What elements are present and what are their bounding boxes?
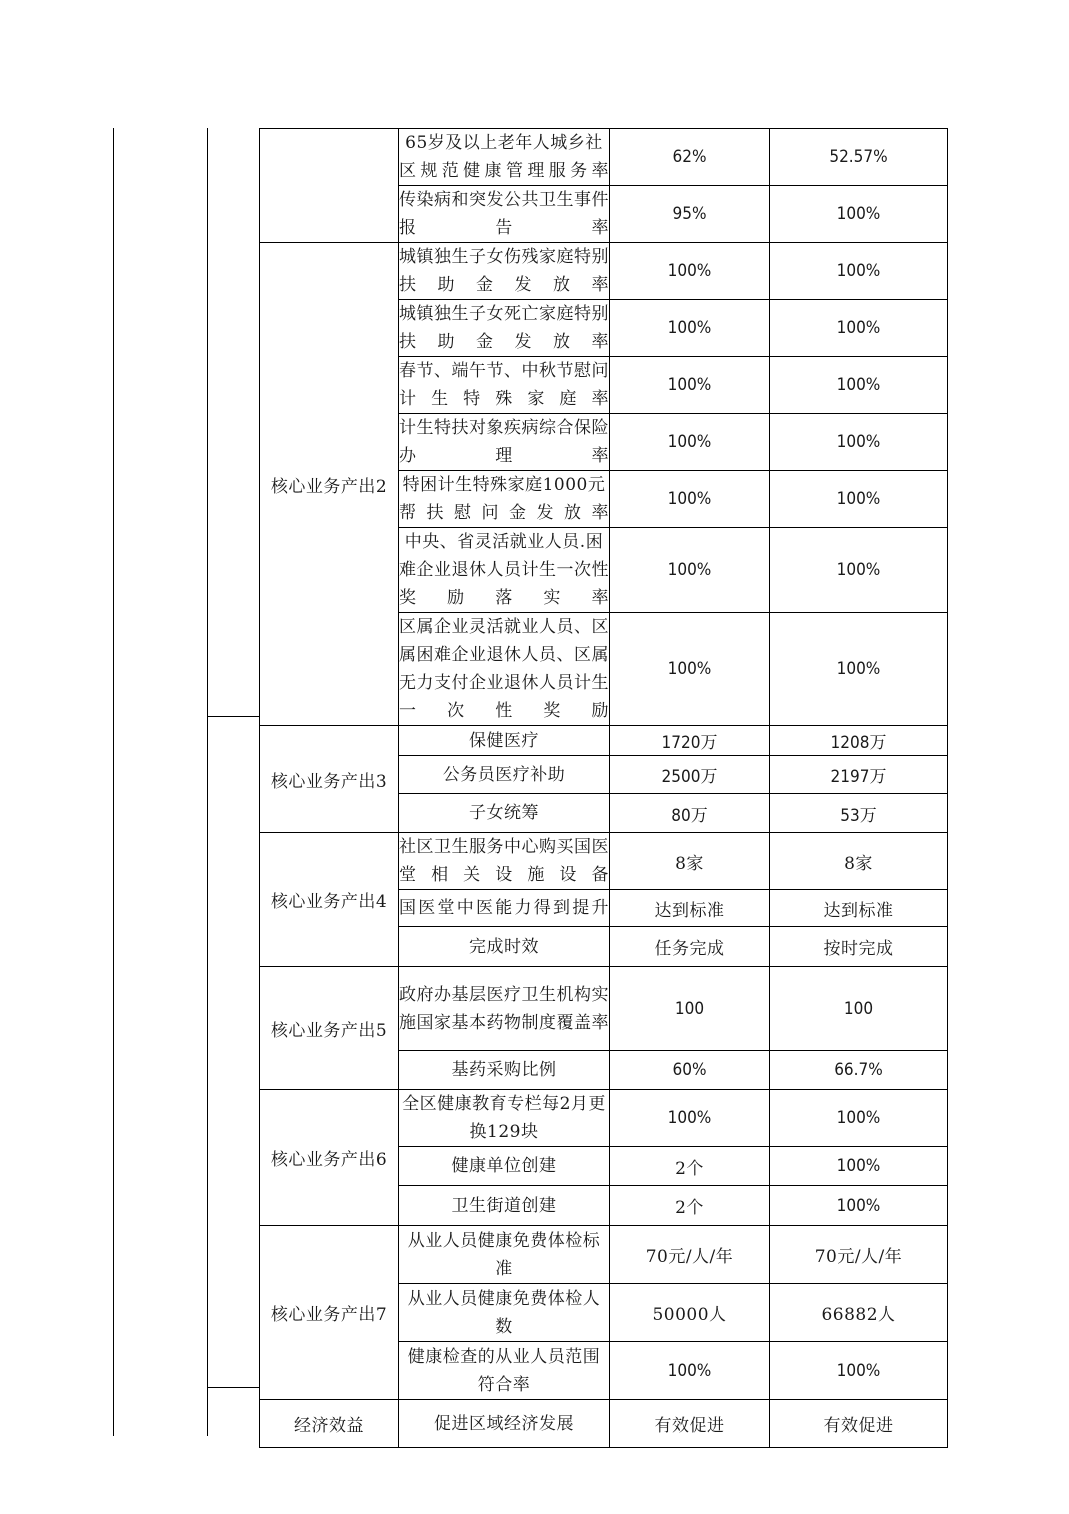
- target-cell: 100%: [610, 357, 770, 414]
- indicator-text: 基药采购比例: [451, 1060, 557, 1080]
- indicator-cell: 中央、省灵活就业人员.困难企业退休人员计生一次性奖励落实率: [399, 528, 610, 613]
- outer-left-border: [113, 128, 114, 1436]
- category-cell: 核心业务产出4: [260, 833, 399, 967]
- actual-cell: 100%: [770, 528, 948, 613]
- actual-cell: 1208万: [770, 726, 948, 756]
- indicator-cell: 特困计生特殊家庭1000元帮扶慰问金发放率: [399, 471, 610, 528]
- category-cell: 核心业务产出2: [260, 243, 399, 726]
- indicator-cell: 国医堂中医能力得到提升: [399, 890, 610, 927]
- indicator-text: 健康单位创建: [451, 1156, 557, 1176]
- level1-border: [207, 128, 208, 1436]
- level1-divider-top: [207, 716, 259, 717]
- actual-cell: 100%: [770, 1186, 948, 1226]
- target-cell: 70元/人/年: [610, 1226, 770, 1284]
- actual-cell: 70元/人/年: [770, 1226, 948, 1284]
- target-cell: 60%: [610, 1051, 770, 1090]
- indicator-cell: 政府办基层医疗卫生机构实施国家基本药物制度覆盖率: [399, 967, 610, 1051]
- indicator-cell: [399, 1284, 610, 1342]
- target-cell: 100%: [610, 1342, 770, 1400]
- target-cell: 8家: [610, 833, 770, 890]
- target-cell: 100%: [610, 613, 770, 726]
- table-row: [260, 243, 948, 300]
- category-cell: 核心业务产出3: [260, 726, 399, 833]
- indicator-cell: 区属企业灵活就业人员、区属困难企业退休人员、区属无力支付企业退休人员计生一次性奖励: [399, 613, 610, 726]
- indicator-text: 全区健康教育专栏每2月更换129块: [402, 1094, 606, 1142]
- table-row: [260, 726, 948, 756]
- actual-cell: 66882人: [770, 1284, 948, 1342]
- target-cell: 100%: [610, 471, 770, 528]
- table-row: [260, 1400, 948, 1448]
- actual-cell: 52.57%: [770, 129, 948, 186]
- indicator-text: 从业人员健康免费体检标准: [407, 1230, 601, 1279]
- actual-cell: 100%: [770, 1090, 948, 1147]
- actual-cell: 8家: [770, 833, 948, 890]
- actual-cell: 100%: [770, 613, 948, 726]
- target-cell: 有效促进: [610, 1400, 770, 1448]
- indicator-cell: 春节、端午节、中秋节慰问计生特殊家庭率: [399, 357, 610, 414]
- indicator-cell: 传染病和突发公共卫生事件报告率: [399, 186, 610, 243]
- actual-cell: 100%: [770, 414, 948, 471]
- actual-cell: 按时完成: [770, 927, 948, 967]
- target-cell: 80万: [610, 794, 770, 833]
- indicator-cell: [399, 794, 610, 833]
- indicator-cell: 城镇独生子女死亡家庭特别扶助金发放率: [399, 300, 610, 357]
- indicator-cell: [399, 756, 610, 794]
- target-cell: 100%: [610, 1090, 770, 1147]
- indicator-cell: [399, 927, 610, 967]
- indicator-text: 促进区域经济发展: [434, 1413, 574, 1434]
- indicator-text: 健康检查的从业人员范围符合率: [407, 1346, 601, 1395]
- indicator-cell: [399, 726, 610, 756]
- actual-cell: 100: [770, 967, 948, 1051]
- category-cell-continued: [260, 129, 399, 243]
- target-cell: 100: [610, 967, 770, 1051]
- target-cell: 2个: [610, 1147, 770, 1186]
- actual-cell: 66.7%: [770, 1051, 948, 1090]
- indicator-cell: 65岁及以上老年人城乡社区规范健康管理服务率: [399, 129, 610, 186]
- target-cell: 2个: [610, 1186, 770, 1226]
- table-row: [260, 1226, 948, 1284]
- target-cell: 任务完成: [610, 927, 770, 967]
- target-cell: 100%: [610, 243, 770, 300]
- actual-cell: 100%: [770, 471, 948, 528]
- category-cell: 核心业务产出5: [260, 967, 399, 1090]
- indicator-cell: [399, 1186, 610, 1226]
- indicator-cell: 城镇独生子女伤残家庭特别扶助金发放率: [399, 243, 610, 300]
- indicator-cell: [399, 1147, 610, 1186]
- target-cell: 100%: [610, 528, 770, 613]
- category-cell: 核心业务产出6: [260, 1090, 399, 1226]
- target-cell: 100%: [610, 414, 770, 471]
- target-cell: 95%: [610, 186, 770, 243]
- actual-cell: 100%: [770, 243, 948, 300]
- indicator-text: 卫生街道创建: [451, 1195, 557, 1216]
- actual-cell: 100%: [770, 1147, 948, 1186]
- indicator-cell: [399, 1400, 610, 1448]
- target-cell: 62%: [610, 129, 770, 186]
- performance-table: [259, 128, 948, 1448]
- indicator-cell: [399, 1090, 610, 1147]
- target-cell: 1720万: [610, 726, 770, 756]
- table-row: [260, 833, 948, 890]
- indicator-text: 从业人员健康免费体检人数: [407, 1288, 601, 1337]
- indicator-cell: [399, 1051, 610, 1090]
- target-cell: 100%: [610, 300, 770, 357]
- indicator-text: 保健医疗: [469, 730, 539, 751]
- actual-cell: 100%: [770, 300, 948, 357]
- indicator-text: 公务员医疗补助: [442, 764, 566, 785]
- actual-cell: 100%: [770, 357, 948, 414]
- actual-cell: 有效促进: [770, 1400, 948, 1448]
- target-cell: 达到标准: [610, 890, 770, 927]
- indicator-cell: 计生特扶对象疾病综合保险办理率: [399, 414, 610, 471]
- indicator-text: 子女统筹: [469, 803, 539, 823]
- indicator-text: 完成时效: [469, 936, 539, 957]
- actual-cell: 53万: [770, 794, 948, 833]
- table-row: [260, 967, 948, 1051]
- actual-cell: 100%: [770, 1342, 948, 1400]
- indicator-cell: [399, 1342, 610, 1400]
- indicator-cell: [399, 1226, 610, 1284]
- category-cell: 核心业务产出7: [260, 1226, 399, 1400]
- target-cell: 2500万: [610, 756, 770, 794]
- indicator-cell: 社区卫生服务中心购买国医堂相关设施设备: [399, 833, 610, 890]
- target-cell: 50000人: [610, 1284, 770, 1342]
- actual-cell: 100%: [770, 186, 948, 243]
- category-cell: 经济效益: [260, 1400, 399, 1448]
- table-row: [260, 1090, 948, 1147]
- level1-divider-bottom: [207, 1387, 259, 1388]
- actual-cell: 2197万: [770, 756, 948, 794]
- table-row: [260, 129, 948, 186]
- actual-cell: 达到标准: [770, 890, 948, 927]
